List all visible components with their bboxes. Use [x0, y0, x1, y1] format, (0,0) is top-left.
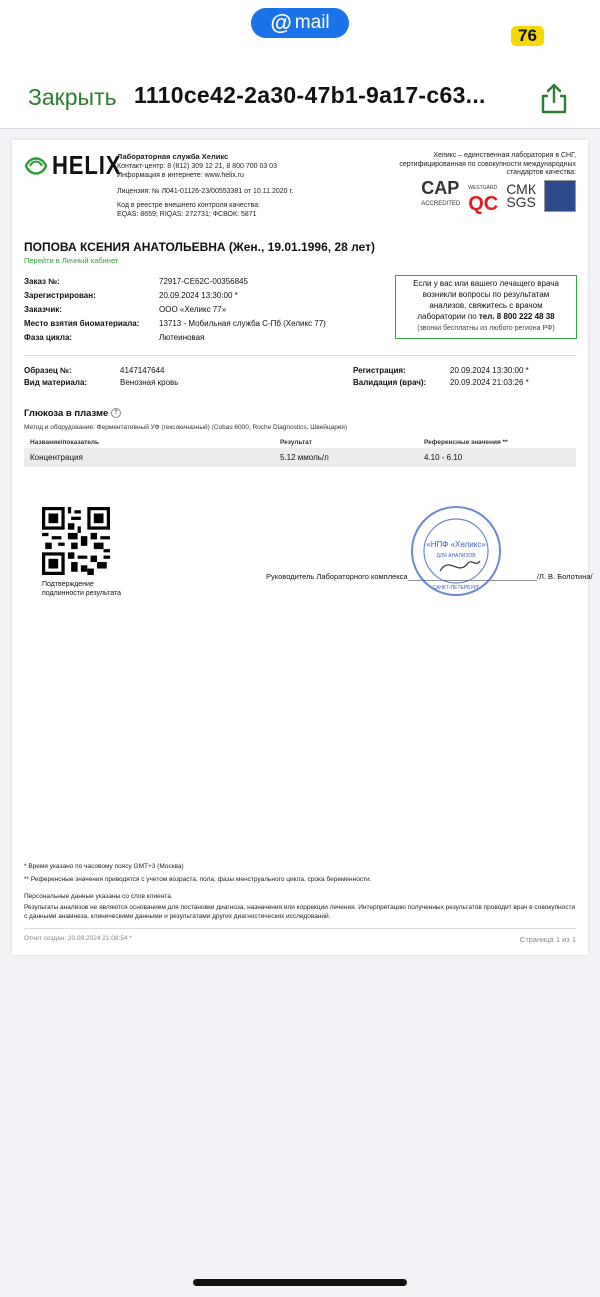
- cert-line: Хеликс – единственная лаборатория в СНГ,: [433, 152, 576, 159]
- mail-label: mail: [294, 12, 330, 33]
- lab-report-page: [12, 140, 593, 955]
- at-icon: @: [270, 10, 292, 35]
- help-icon[interactable]: ?: [111, 408, 121, 418]
- info-line: лаборатории по: [417, 312, 479, 321]
- sample-value: 4147147644: [120, 366, 165, 375]
- stamp-sub: ДЛЯ АНАЛИЗОВ: [436, 553, 476, 559]
- lab-info: [117, 152, 293, 219]
- patient-name: ПОПОВА КСЕНИЯ АНАТОЛЬЕВНА (Жен., 19.01.1996, 28 лет): [24, 240, 375, 254]
- test-name: Глюкоза в плазме: [24, 408, 109, 419]
- lab-web: Информация в интернете: www.helix.ru: [117, 172, 244, 179]
- material-label: Вид материала:: [24, 378, 88, 387]
- qr-caption-line: подлинности результата: [42, 590, 121, 597]
- home-indicator[interactable]: [193, 1279, 407, 1286]
- info-line: возникли вопросы по результатам: [422, 290, 550, 299]
- order-label: Заказ №:: [24, 277, 60, 286]
- registration-value: 20.09.2024 13:30:00 *: [450, 366, 529, 375]
- report-created: Отчет создан: 20.09.2024 21:08:54 *: [24, 935, 132, 942]
- info-note: (звонки бесплатны из любого региона РФ): [417, 325, 555, 332]
- cycle-phase-label: Фаза цикла:: [24, 333, 73, 342]
- column-header-name: Название/показатель: [30, 439, 100, 446]
- navigation-bar: [0, 70, 600, 129]
- stamp-name: «НПФ «Хеликс»: [426, 540, 486, 549]
- registration-label: Регистрация:: [353, 366, 406, 375]
- cert-line: сертифицированная по совокупности международных: [399, 160, 576, 168]
- registry: Код в реестре внешнего контроля качества:: [117, 202, 260, 209]
- logo-text: HELIX: [52, 150, 122, 180]
- validation-value: 20.09.2024 21:03:26 *: [450, 378, 529, 387]
- westgard-qc-logo: WESTGARD QC: [468, 185, 499, 215]
- license: Лицензия: № Л041-01126-23/00553381 от 10.11.2020 г.: [117, 188, 294, 195]
- info-line: Если у вас или вашего лечащего врача: [413, 279, 559, 288]
- column-header-result: Результат: [280, 439, 312, 446]
- registered-label: Зарегистрирован:: [24, 291, 96, 300]
- lab-name: Лабораторная служба Хеликс: [117, 152, 229, 161]
- footnote-personal: Персональные данные указаны со слов клиента.: [24, 893, 173, 900]
- phone-number[interactable]: тел. 8 800 222 48 38: [478, 312, 555, 321]
- mail-app-pill[interactable]: [251, 8, 349, 38]
- share-icon[interactable]: [540, 82, 568, 114]
- footnote-reference: ** Референсные значения приводятся с учетом возраста, пола, фазы менструального цикла, срока беременности.: [24, 876, 372, 883]
- reference-range: 4.10 - 6.10: [424, 453, 463, 462]
- info-line: анализов, свяжитесь с врачом: [429, 301, 543, 310]
- location-label: Место взятия биоматериала:: [24, 319, 140, 328]
- footnote-disclaimer: Результаты анализов не являются основанием для постановки диагноза, назначения или коррекции лечения. Интерпретацию полученных результатов проводит врач в совокупности с данными анамнеза, клиническими данными и результатами других диагностических исследований.: [24, 904, 576, 920]
- document-title: 1110ce42-2a30-47b1-9a17-c63...: [134, 82, 486, 108]
- registry-codes: EQAS: 8659; RIQAS: 272731; ФСВОК: 5871: [117, 211, 257, 218]
- quality-badge-icon: [544, 180, 576, 212]
- footnote-time: * Время указано по часовому поясу GMT+3 (Москва): [24, 863, 184, 870]
- parameter-name: Концентрация: [30, 453, 83, 462]
- certification-text: [376, 152, 576, 178]
- location-value: 13713 - Мобильная служба С-Пб (Хеликс 77): [159, 319, 326, 328]
- test-title: [24, 408, 121, 419]
- customer-label: Заказчик:: [24, 305, 62, 314]
- stamp-seal-icon: [410, 505, 502, 597]
- divider: [24, 928, 576, 929]
- column-header-reference: Референсные значения **: [424, 439, 508, 446]
- signature-line: Руководитель Лабораторного комплекса_______________________________/Л. В. Болотина/: [266, 572, 593, 581]
- helix-leaf-icon: [24, 155, 48, 177]
- doctor-contact-box: [395, 275, 577, 339]
- customer-value: ООО «Хеликс 77»: [159, 305, 227, 314]
- cycle-phase-value: Лютеиновая: [159, 333, 205, 342]
- material-value: Венозная кровь: [120, 378, 179, 387]
- sample-label: Образец №:: [24, 366, 72, 375]
- validation-label: Валидация (врач):: [353, 378, 427, 387]
- cap-logo: CAP ACCREDITED: [421, 178, 461, 207]
- result-value: 5.12 ммоль/л: [280, 453, 329, 462]
- divider: [24, 355, 576, 356]
- cert-line: стандартов качества:: [506, 169, 576, 176]
- page-number: Страница 1 из 1: [519, 935, 576, 944]
- qr-caption: [42, 580, 121, 598]
- qr-code-icon[interactable]: [42, 507, 110, 575]
- status-bar: [0, 0, 600, 70]
- battery-indicator: 76: [511, 26, 544, 46]
- stamp-city: САНКТ-ПЕТЕРБУРГ: [432, 585, 480, 591]
- qr-caption-line: Подтверждение: [42, 581, 94, 588]
- close-button[interactable]: Закрыть: [28, 84, 117, 110]
- certification-logos: [421, 178, 576, 215]
- smk-sgs-logo: СМК SGS: [506, 181, 536, 210]
- registered-value: 20.09.2024 13:30:00 *: [159, 291, 238, 300]
- personal-cabinet-link[interactable]: Перейти в Личный кабинет: [24, 256, 119, 265]
- order-value: 72917-CE62C-00356845: [159, 277, 248, 286]
- method-text: Метод и оборудование: Ферментативный УФ (гексокиназный) (Cobas 6000, Roche Diagnostics, Швейцария): [24, 424, 348, 431]
- lab-contact: Контакт-центр: 8 (812) 309 12 21, 8 800 700 03 03: [117, 163, 277, 170]
